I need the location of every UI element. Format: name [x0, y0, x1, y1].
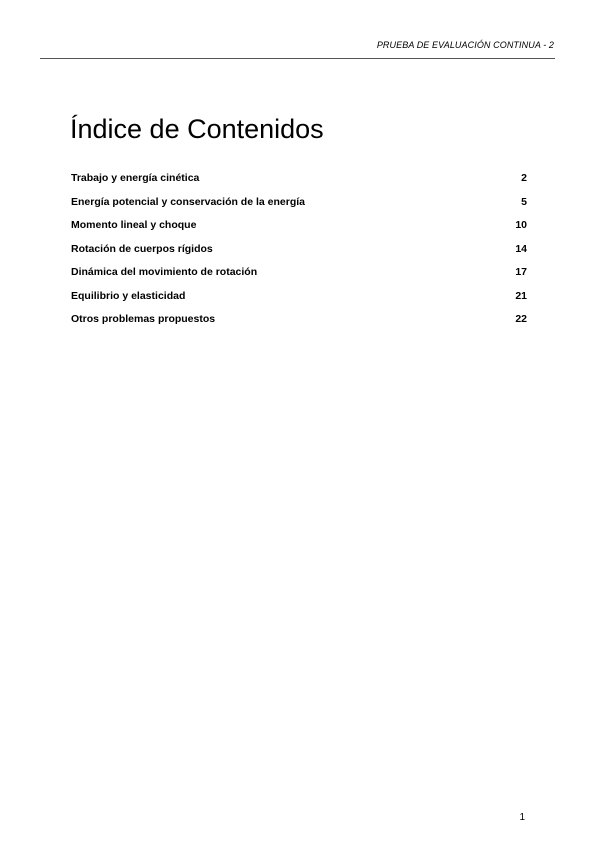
toc-entry-label: Momento lineal y choque	[71, 219, 197, 231]
toc-entry-page: 10	[515, 219, 527, 231]
toc-entry-page: 21	[515, 289, 527, 302]
toc-entry-label: Rotación de cuerpos rígidos	[71, 242, 213, 255]
toc-entry[interactable]	[71, 196, 527, 220]
toc-entry[interactable]	[71, 266, 527, 290]
toc-entry-label: Otros problemas propuestos	[71, 313, 216, 325]
page-number: 1	[519, 812, 525, 823]
toc-entry-label: Dinámica del movimiento de rotación	[71, 266, 258, 278]
toc-list	[71, 172, 527, 337]
header-divider	[40, 58, 555, 59]
toc-entry-page: 5	[521, 195, 527, 208]
toc-entry[interactable]	[71, 243, 527, 267]
toc-title: Índice de Contenidos	[70, 114, 324, 144]
toc-entry[interactable]	[71, 313, 527, 337]
toc-entry-label: Equilibrio y elasticidad	[71, 289, 186, 302]
toc-entry-page: 17	[515, 266, 527, 278]
toc-entry-page: 2	[521, 172, 527, 184]
toc-entry[interactable]	[71, 172, 527, 196]
toc-entry-page: 22	[515, 313, 527, 325]
running-header: PRUEBA DE EVALUACIÓN CONTINUA - 2	[376, 40, 554, 50]
toc-entry[interactable]	[71, 290, 527, 314]
toc-entry-label: Trabajo y energía cinética	[71, 172, 200, 184]
toc-entry-label: Energía potencial y conservación de la energía	[71, 195, 306, 208]
toc-entry-page: 14	[515, 242, 527, 255]
toc-entry[interactable]	[71, 219, 527, 243]
